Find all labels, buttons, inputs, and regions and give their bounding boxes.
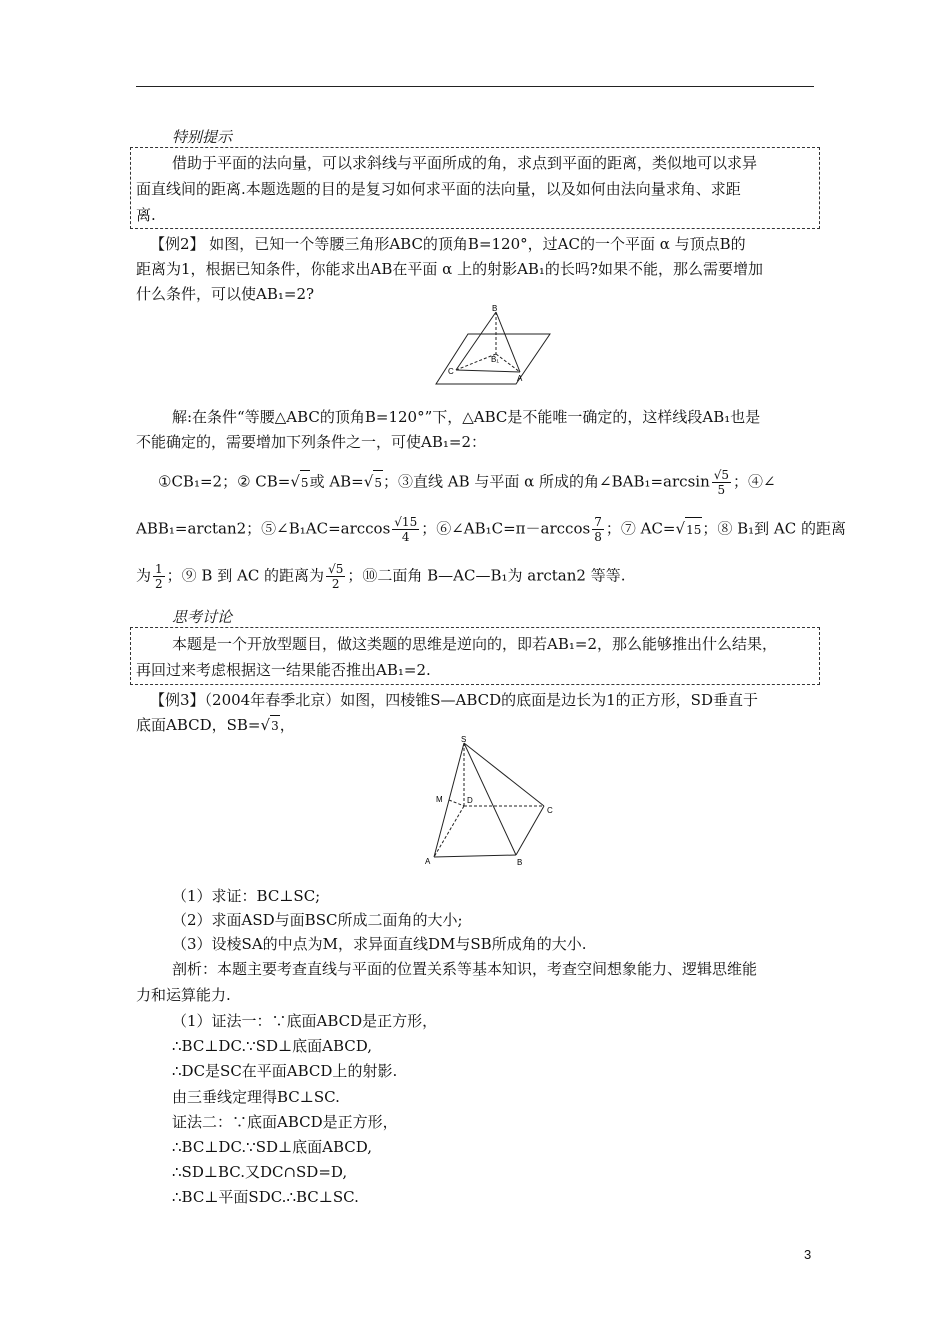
edge-ab <box>434 855 516 857</box>
solution-line-2: 不能确定的，需要增加下列条件之一，可使AB₁=2： <box>136 433 486 451</box>
sqrt-symbol: √ <box>290 472 300 491</box>
edge-bc <box>516 806 544 855</box>
frac-7-over-8 <box>592 515 604 544</box>
analysis-line-1: 剖析：本题主要考查直线与平面的位置关系等基本知识，考查空间想象能力、逻辑思维能 <box>172 960 758 978</box>
example3-tail: ， <box>279 716 295 734</box>
label-a: A <box>425 857 431 866</box>
question-1: （1）求证：BC⊥SC; <box>172 887 321 905</box>
label-b: B <box>492 304 498 313</box>
cond-4-text: ；④∠ <box>733 472 776 491</box>
proof-line-6: ∴BC⊥DC.∵SD⊥底面ABCD, <box>172 1138 372 1156</box>
frac-den: 2 <box>155 577 163 591</box>
frac-num: √15 <box>394 515 418 529</box>
special-tip-heading: 特别提示 <box>172 128 233 146</box>
example2-line-3: 什么条件，可以使AB₁=2? <box>136 285 315 303</box>
frac-num: 7 <box>594 515 602 529</box>
example3-text: 底面ABCD，SB= <box>136 716 261 734</box>
frac-num: √5 <box>328 562 344 576</box>
label-a: A <box>517 374 523 383</box>
sqrt-15: 15 <box>685 517 702 542</box>
proof-line-1: （1）证法一：∵底面ABCD是正方形， <box>172 1012 438 1030</box>
question-2: （2）求面ASD与面BSC所成二面角的大小; <box>172 911 463 929</box>
tip-line-3: 离. <box>136 206 156 224</box>
question-3: （3）设棱SA的中点为M，求异面直线DM与SB所成角的大小. <box>172 935 587 953</box>
frac-den: 4 <box>401 530 410 544</box>
cond-8-text: ；⑧ B₁到 AC 的距离 <box>702 519 846 538</box>
frac-sqrt5-over-5 <box>712 468 731 497</box>
sqrt-symbol: √ <box>363 472 374 491</box>
proof-line-2: ∴BC⊥DC.∵SD⊥底面ABCD, <box>172 1037 372 1055</box>
frac-den: 8 <box>594 530 602 544</box>
cond-9-text: ；⑨ B 到 AC 的距离为 <box>166 566 325 585</box>
label-c: C <box>547 806 553 815</box>
label-s: S <box>461 735 467 744</box>
cond-3-text: ；③直线 AB 与平面 α 所成的角∠BAB₁=arcsin <box>382 472 710 491</box>
example2-line-2: 距离为1，根据已知条件，你能求出AB在平面 α 上的射影AB₁的长吗?如果不能，那么需要增加 <box>136 260 763 278</box>
sqrt-5-b: 5 <box>373 470 383 495</box>
label-m: M <box>436 795 443 804</box>
edge-sc <box>464 743 544 806</box>
cond-7-text: ；⑦ AC= <box>605 519 676 538</box>
frac-den: 2 <box>331 577 340 591</box>
cond-2-text: 或 AB= <box>309 472 364 491</box>
proof-line-7: ∴SD⊥BC.又DC∩SD=D, <box>172 1163 348 1181</box>
tip-line-2: 面直线间的距离.本题选题的目的是复习如何求平面的法向量，以及如何由法向量求角、求距 <box>136 180 741 198</box>
frac-1-over-2 <box>153 562 165 591</box>
figure-triangle-plane <box>432 302 556 388</box>
conditions-line-1 <box>158 468 776 497</box>
top-rule <box>136 86 814 87</box>
discussion-line-2: 再回过来考虑根据这一结果能否推出AB₁=2. <box>136 661 431 679</box>
cond-1-text: ①CB₁=2；② CB= <box>158 472 291 491</box>
page-number: 3 <box>804 1247 812 1262</box>
cond-5-text: ABB₁=arctan2；⑤∠B₁AC=arccos <box>136 519 391 538</box>
example2-line-1: 【例2】 如图，已知一个等腰三角形ABC的顶角B=120°，过AC的一个平面 α 与顶点B的 <box>150 235 746 253</box>
edge-dm <box>449 800 464 806</box>
analysis-line-2: 力和运算能力. <box>136 986 231 1004</box>
frac-num: 1 <box>155 562 163 576</box>
conditions-line-2 <box>136 515 846 544</box>
label-b1: B₁ <box>491 355 500 364</box>
proof-line-8: ∴BC⊥平面SDC.∴BC⊥SC. <box>172 1188 359 1206</box>
edge-ca <box>456 370 520 372</box>
sqrt-3: 3 <box>270 715 280 736</box>
cond-10-text: ；⑩二面角 B—AC—B₁为 arctan2 等等. <box>347 566 626 585</box>
proof-line-4: 由三垂线定理得BC⊥SC. <box>172 1088 340 1106</box>
cond-6-text: ；⑥∠AB₁C=π－arccos <box>421 519 591 538</box>
proof-line-5: 证法二：∵底面ABCD是正方形， <box>172 1113 398 1131</box>
discussion-heading: 思考讨论 <box>172 608 233 626</box>
frac-num: √5 <box>713 468 730 482</box>
sqrt-symbol: √ <box>260 716 271 734</box>
sqrt-symbol: √ <box>675 519 686 538</box>
figure-pyramid <box>423 733 559 869</box>
label-c: C <box>448 367 454 376</box>
solution-line-1: 解:在条件“等腰△ABC的顶角B=120°”下，△ABC是不能唯一确定的，这样线段AB₁也是 <box>172 408 761 426</box>
label-d: D <box>467 796 473 805</box>
conditions-line-3 <box>136 562 625 591</box>
edge-bc <box>456 312 496 370</box>
frac-sqrt15-over-4 <box>392 515 419 544</box>
label-b: B <box>517 858 523 867</box>
frac-den: 5 <box>717 483 726 497</box>
proof-line-3: ∴DC是SC在平面ABCD上的射影. <box>172 1062 398 1080</box>
cond-8-tail: 为 <box>136 566 152 585</box>
tip-line-1: 借助于平面的法向量，可以求斜线与平面所成的角，求点到平面的距离，类似地可以求异 <box>172 154 758 172</box>
example3-line-1: 【例3】（2004年春季北京）如图，四棱锥S—ABCD的底面是边长为1的正方形，SD垂直于 <box>150 691 758 709</box>
frac-sqrt5-over-2 <box>326 562 345 591</box>
discussion-line-1: 本题是一个开放型题目，做这类题的思维是逆向的，即若AB₁=2，那么能够推出什么结果， <box>172 635 777 653</box>
edge-da <box>434 806 464 857</box>
sqrt-5-a: 5 <box>300 470 310 495</box>
example3-line-2 <box>136 715 295 736</box>
